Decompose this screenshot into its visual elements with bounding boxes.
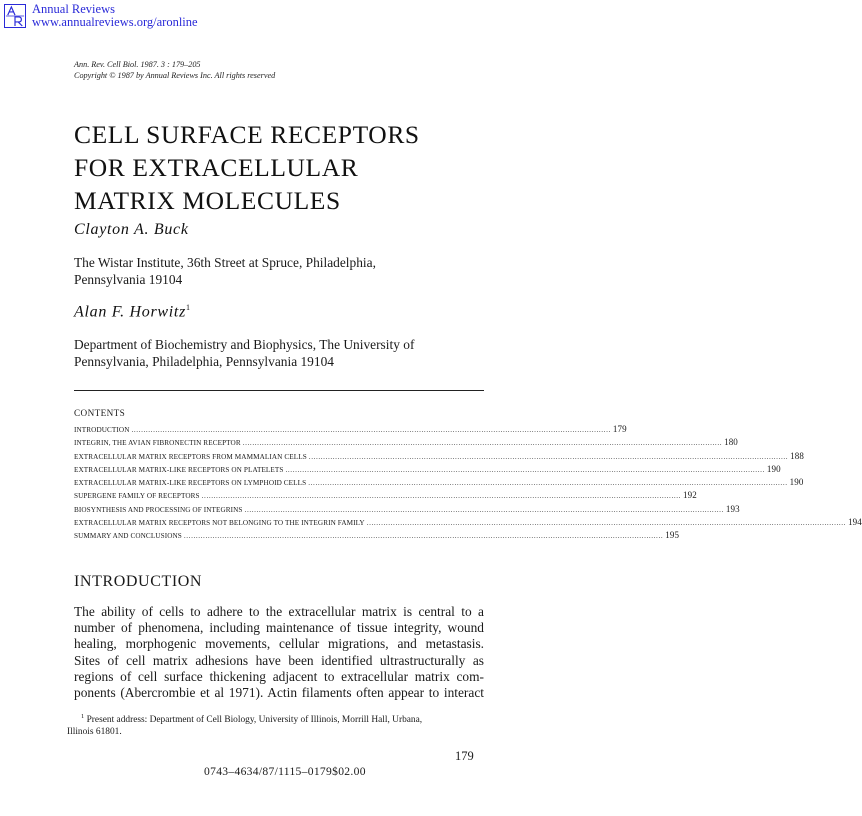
contents-item-page: 192 bbox=[683, 490, 697, 501]
contents-item[interactable] bbox=[74, 450, 804, 463]
affiliation-line: Pennsylvania, Philadelphia, Pennsylvania 19104 bbox=[74, 354, 334, 369]
contents-item-page: 195 bbox=[665, 530, 680, 540]
contents-list bbox=[74, 423, 862, 542]
contents-item-page: 190 bbox=[766, 463, 781, 474]
author-affiliation bbox=[74, 254, 376, 288]
body-line: number of phenomena, including maintenance of tissue integrity, wound bbox=[74, 620, 484, 636]
contents-item-label: INTRODUCTION bbox=[74, 426, 130, 434]
body-line: ponents (Abercrombie et al 1971). Actin filaments often appear to interact bbox=[74, 685, 484, 701]
affiliation-line: The Wistar Institute, 36th Street at Spruce, Philadelphia, bbox=[74, 255, 376, 270]
contents-item-label: EXTRACELLULAR MATRIX-LIKE RECEPTORS ON PLATELETS bbox=[74, 465, 284, 474]
contents-item[interactable] bbox=[74, 529, 680, 542]
publisher-url-link[interactable]: www.annualreviews.org/aronline bbox=[32, 15, 198, 29]
author-name-text: Alan F. Horwitz bbox=[74, 303, 186, 321]
body-line: Sites of cell matrix adhesions have been identified ultrastructurally as bbox=[74, 652, 484, 668]
contents-item-label: SUMMARY AND CONCLUSIONS bbox=[74, 532, 182, 540]
affiliation-line: Department of Biochemistry and Biophysics, The University of bbox=[74, 337, 415, 352]
contents-item-page: 194 bbox=[848, 516, 862, 527]
article-title bbox=[74, 118, 420, 217]
citation-block bbox=[74, 59, 275, 81]
contents-heading: CONTENTS bbox=[74, 408, 126, 418]
leader-dots: ........................................................................................................................................................................................................ bbox=[201, 492, 682, 501]
contents-item-page: 188 bbox=[790, 450, 804, 461]
footnote-text-2: Illinois 61801. bbox=[67, 726, 122, 737]
contents-item-label: EXTRACELLULAR MATRIX RECEPTORS FROM MAMMALIAN CELLS bbox=[74, 452, 307, 461]
publisher-name: Annual Reviews bbox=[32, 2, 115, 16]
annual-reviews-logo bbox=[4, 4, 26, 28]
footnote-mark: 1 bbox=[81, 713, 85, 720]
author-name: Clayton A. Buck bbox=[74, 221, 189, 238]
footnote-text-1: Present address: Department of Cell Biology, University of Illinois, Morrill Hall, Urbana, bbox=[86, 715, 423, 726]
page-number: 179 bbox=[455, 749, 474, 763]
title-line: CELL SURFACE RECEPTORS bbox=[74, 120, 420, 149]
body-line: healing, morphogenic movements, cellular migrations, and metastasis. bbox=[74, 636, 484, 652]
leader-dots: ........................................................................................................................................................................................................ bbox=[183, 532, 664, 540]
author-affiliation bbox=[74, 336, 414, 370]
contents-item[interactable] bbox=[74, 436, 738, 449]
contents-item[interactable] bbox=[74, 489, 697, 502]
footnote bbox=[67, 711, 485, 738]
contents-item[interactable] bbox=[74, 516, 862, 529]
leader-dots: ........................................................................................................................................................................................................ bbox=[242, 439, 723, 448]
title-line: MATRIX MOLECULES bbox=[74, 186, 341, 215]
contents-item-page: 193 bbox=[725, 503, 740, 514]
section-divider bbox=[74, 390, 484, 391]
contents-item[interactable] bbox=[74, 463, 781, 476]
leader-dots: ........................................................................................................................................................................................................ bbox=[285, 465, 765, 474]
citation-copyright: Copyright © 1987 by Annual Reviews Inc. All rights reserved bbox=[74, 71, 276, 80]
contents-item-label: EXTRACELLULAR MATRIX-LIKE RECEPTORS ON LYMPHOID CELLS bbox=[74, 479, 307, 487]
leader-dots: ........................................................................................................................................................................................................ bbox=[131, 426, 611, 434]
contents-item-page: 179 bbox=[612, 424, 627, 434]
contents-item-label: BIOSYNTHESIS AND PROCESSING OF INTEGRINS bbox=[74, 505, 243, 514]
contents-item[interactable] bbox=[74, 503, 740, 516]
leader-dots: ........................................................................................................................................................................................................ bbox=[308, 452, 789, 461]
leader-dots: ........................................................................................................................................................................................................ bbox=[366, 518, 847, 527]
body-line: The ability of cells to adhere to the extracellular matrix is central to a bbox=[74, 604, 484, 619]
contents-item-label: INTEGRIN, THE AVIAN FIBRONECTIN RECEPTOR bbox=[74, 439, 241, 448]
section-heading: INTRODUCTION bbox=[74, 573, 203, 590]
affiliation-line: Pennsylvania 19104 bbox=[74, 272, 183, 287]
contents-item[interactable] bbox=[74, 476, 804, 489]
contents-item-label: EXTRACELLULAR MATRIX RECEPTORS NOT BELONGING TO THE INTEGRIN FAMILY bbox=[74, 518, 365, 527]
contents-item-page: 190 bbox=[789, 477, 804, 487]
contents-item-label: SUPERGENE FAMILY OF RECEPTORS bbox=[74, 492, 200, 501]
leader-dots: ........................................................................................................................................................................................................ bbox=[308, 479, 788, 487]
author-name bbox=[74, 303, 191, 321]
title-line: FOR EXTRACELLULAR bbox=[74, 153, 359, 182]
author-footnote-mark: 1 bbox=[186, 303, 191, 312]
body-line: regions of cell surface thickening adjacent to extracellular matrix com- bbox=[74, 668, 484, 684]
article-code: 0743–4634/87/1115–0179$02.00 bbox=[204, 765, 366, 778]
citation-journal: Ann. Rev. Cell Biol. 1987. 3 : 179–205 bbox=[74, 60, 201, 69]
leader-dots: ........................................................................................................................................................................................................ bbox=[244, 505, 724, 514]
contents-item[interactable] bbox=[74, 423, 627, 436]
body-paragraph bbox=[74, 604, 484, 701]
contents-item-page: 180 bbox=[724, 437, 738, 448]
